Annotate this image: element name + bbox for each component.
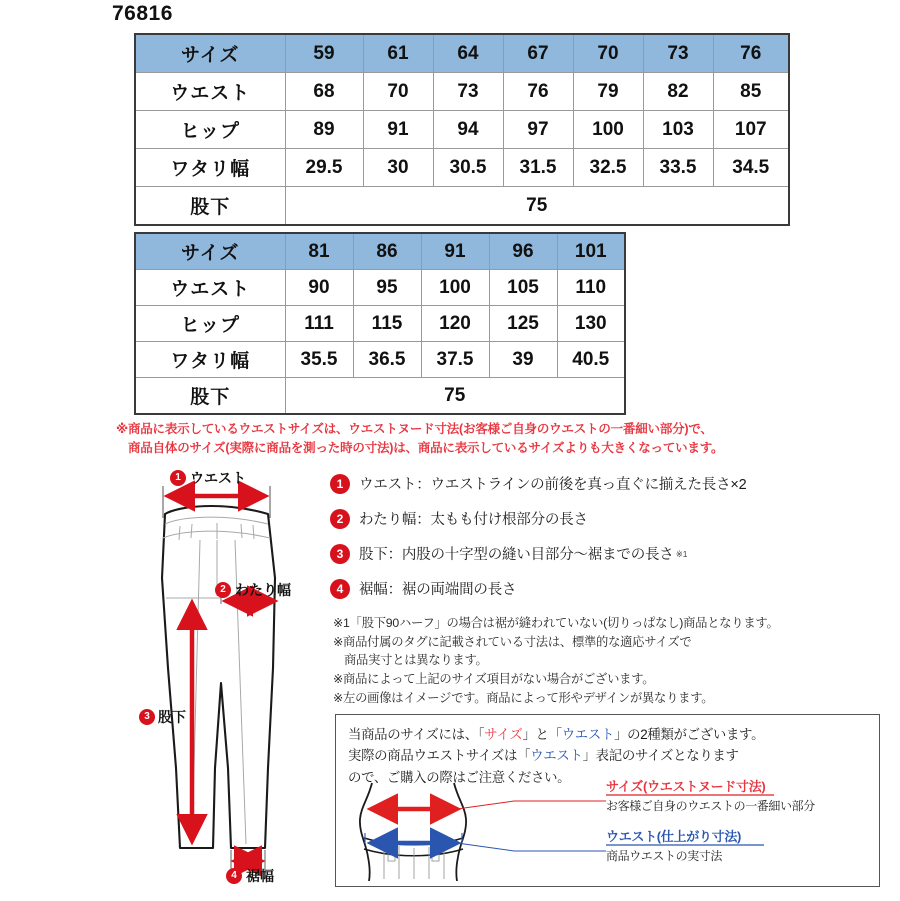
table-cell: 79 [573, 73, 643, 111]
table-cell: 36.5 [353, 342, 421, 378]
table-row-label: ウエスト [135, 73, 285, 111]
thigh-number-badge: 2 [215, 582, 231, 598]
legend-item-text: ウエスト：ウエストラインの前後を真っ直ぐに揃えた長さ×2 [359, 477, 747, 493]
table-cell: 32.5 [573, 149, 643, 187]
table-cell: 100 [573, 111, 643, 149]
legend-item-4 [330, 571, 890, 606]
legend-item-text: 股下：内股の十字型の縫い目部分〜裾までの長さ $^{※1}$ [359, 547, 688, 563]
table-cell: 115 [353, 306, 421, 342]
table-row [135, 149, 789, 187]
table-header-cell: 67 [503, 34, 573, 73]
wb-l1a: 当商品のサイズには、「 [348, 727, 485, 742]
legend-item-2 [330, 501, 890, 536]
table-cell: 37.5 [421, 342, 489, 378]
table-cell: 95 [353, 270, 421, 306]
table-cell: 97 [503, 111, 573, 149]
table-cell: 120 [421, 306, 489, 342]
table-row [135, 306, 625, 342]
size-table-1-wrapper [134, 33, 790, 226]
table-header-row [135, 34, 789, 73]
table-cell: 125 [489, 306, 557, 342]
table-cell: 73 [433, 73, 503, 111]
table-header-cell: 73 [643, 34, 713, 73]
footnotes [333, 614, 893, 707]
table-cell-merged: 75 [285, 378, 625, 415]
table-cell: 31.5 [503, 149, 573, 187]
legend-footnote-marker: ※1 [673, 549, 688, 559]
table-cell: 110 [557, 270, 625, 306]
footnote-line: ※商品によって上記のサイズ項目がない場合がございます。 [333, 672, 655, 687]
table-header-row [135, 233, 625, 270]
legend-number-badge: 1 [330, 474, 350, 494]
waist-diagram-label [170, 468, 246, 488]
table-header-label: サイズ [135, 233, 285, 270]
table-cell: 130 [557, 306, 625, 342]
table-cell: 39 [489, 342, 557, 378]
waist-box-line-2 [348, 745, 868, 766]
product-code: 76816 [112, 2, 173, 25]
table-cell: 100 [421, 270, 489, 306]
waist-number-badge: 1 [170, 470, 186, 486]
waist-comparison-figure [344, 781, 874, 881]
table-header-label: サイズ [135, 34, 285, 73]
size-table-2-wrapper [134, 232, 626, 415]
inseam-diagram-label [139, 707, 186, 727]
table-cell: 111 [285, 306, 353, 342]
table-header-cell: 64 [433, 34, 503, 73]
table-header-cell: 61 [363, 34, 433, 73]
table-cell: 82 [643, 73, 713, 111]
waist-info-box [335, 714, 880, 887]
pants-measurement-diagram [118, 468, 333, 896]
size-table-2 [134, 232, 626, 415]
table-header-cell: 59 [285, 34, 363, 73]
thigh-label-text: わたり幅 [235, 582, 291, 598]
red-size-title: サイズ(ウエストヌード寸法) [606, 779, 766, 794]
inseam-label-text: 股下 [158, 709, 186, 725]
table-header-cell: 91 [421, 233, 489, 270]
hem-diagram-label [226, 866, 274, 886]
wb-kw-waist: ウエスト [561, 727, 615, 742]
table-row-merged [135, 378, 625, 415]
legend-item-1 [330, 466, 890, 501]
table-cell: 30.5 [433, 149, 503, 187]
table-header-cell: 70 [573, 34, 643, 73]
pants-svg [118, 468, 333, 896]
footnote-line: 商品実寸とは異なります。 [344, 653, 488, 668]
table-row-label: ヒップ [135, 111, 285, 149]
table-cell: 103 [643, 111, 713, 149]
table-row-label: ワタリ幅 [135, 342, 285, 378]
inseam-number-badge: 3 [139, 709, 155, 725]
table-cell: 94 [433, 111, 503, 149]
table-cell: 34.5 [713, 149, 789, 187]
table-row-label: ウエスト [135, 270, 285, 306]
footnote-line: ※商品付属のタグに記載されている寸法は、標準的な適応サイズで [333, 634, 692, 649]
thigh-diagram-label [215, 580, 291, 600]
table-cell: 29.5 [285, 149, 363, 187]
table-cell: 90 [285, 270, 353, 306]
legend-number-badge: 2 [330, 509, 350, 529]
legend-item-text: 裾幅：裾の両端間の長さ [359, 582, 517, 598]
table-cell-merged: 75 [285, 187, 789, 226]
table-cell: 33.5 [643, 149, 713, 187]
table-row-merged [135, 187, 789, 226]
wb-kw-size: サイズ [484, 727, 523, 742]
legend-number-badge: 4 [330, 579, 350, 599]
table-header-cell: 101 [557, 233, 625, 270]
wb-l2a: 実際の商品ウエストサイズは「 [348, 748, 531, 764]
legend-number-badge: 3 [330, 544, 350, 564]
wb-l1b: 」と「 [522, 727, 562, 742]
waist-box-line-1 [348, 724, 868, 745]
wb-l1c: 」の2種類がございます。 [614, 727, 765, 742]
table-row [135, 73, 789, 111]
blue-waist-subtitle: 商品ウエストの実寸法 [606, 849, 723, 863]
table-cell: 30 [363, 149, 433, 187]
table-cell: 89 [285, 111, 363, 149]
table-header-cell: 86 [353, 233, 421, 270]
size-table-1 [134, 33, 790, 226]
size-note-line-1: ※商品に表示しているウエストサイズは、ウエストヌード寸法(お客様ご自身のウエストの一番細い部分)で、 [116, 422, 713, 436]
legend-item-text: わたり幅：太もも付け根部分の長さ [359, 512, 588, 528]
table-row-label: 股下 [135, 187, 285, 226]
waist-box-line-3: ので、ご購入の際はご注意ください。 [348, 769, 571, 785]
table-cell: 68 [285, 73, 363, 111]
hem-label-text: 裾幅 [246, 868, 274, 884]
table-row-label: ワタリ幅 [135, 149, 285, 187]
hem-number-badge: 4 [226, 868, 242, 884]
footnote-line: ※左の画像はイメージです。商品によって形やデザインが異なります。 [333, 690, 714, 705]
table-cell: 35.5 [285, 342, 353, 378]
measurement-legend [330, 466, 890, 606]
footnote-line: ※1「股下90ハーフ」の場合は裾が縫われていない(切りっぱなし)商品となります。 [333, 616, 779, 630]
size-note-line-2: 商品自体のサイズ(実際に商品を測った時の寸法)は、商品に表示しているサイズよりも大きくなっています。 [128, 441, 724, 456]
table-cell: 70 [363, 73, 433, 111]
table-row [135, 111, 789, 149]
table-row-label: ヒップ [135, 306, 285, 342]
blue-waist-title: ウエスト(仕上がり寸法) [606, 829, 742, 844]
legend-item-3 [330, 536, 890, 571]
wb-kw-waist-2: ウエスト [530, 748, 583, 764]
table-cell: 85 [713, 73, 789, 111]
table-cell: 76 [503, 73, 573, 111]
table-header-cell: 76 [713, 34, 789, 73]
table-header-cell: 96 [489, 233, 557, 270]
size-note [116, 420, 816, 459]
table-row [135, 342, 625, 378]
waist-label-text: ウエスト [190, 470, 246, 486]
wb-l2b: 」表記のサイズとなります [582, 748, 739, 764]
table-cell: 105 [489, 270, 557, 306]
table-cell: 40.5 [557, 342, 625, 378]
table-cell: 107 [713, 111, 789, 149]
table-row-label: 股下 [135, 378, 285, 415]
table-row [135, 270, 625, 306]
table-cell: 91 [363, 111, 433, 149]
table-header-cell: 81 [285, 233, 353, 270]
red-size-subtitle: お客様ご自身のウエストの一番細い部分 [606, 799, 815, 813]
